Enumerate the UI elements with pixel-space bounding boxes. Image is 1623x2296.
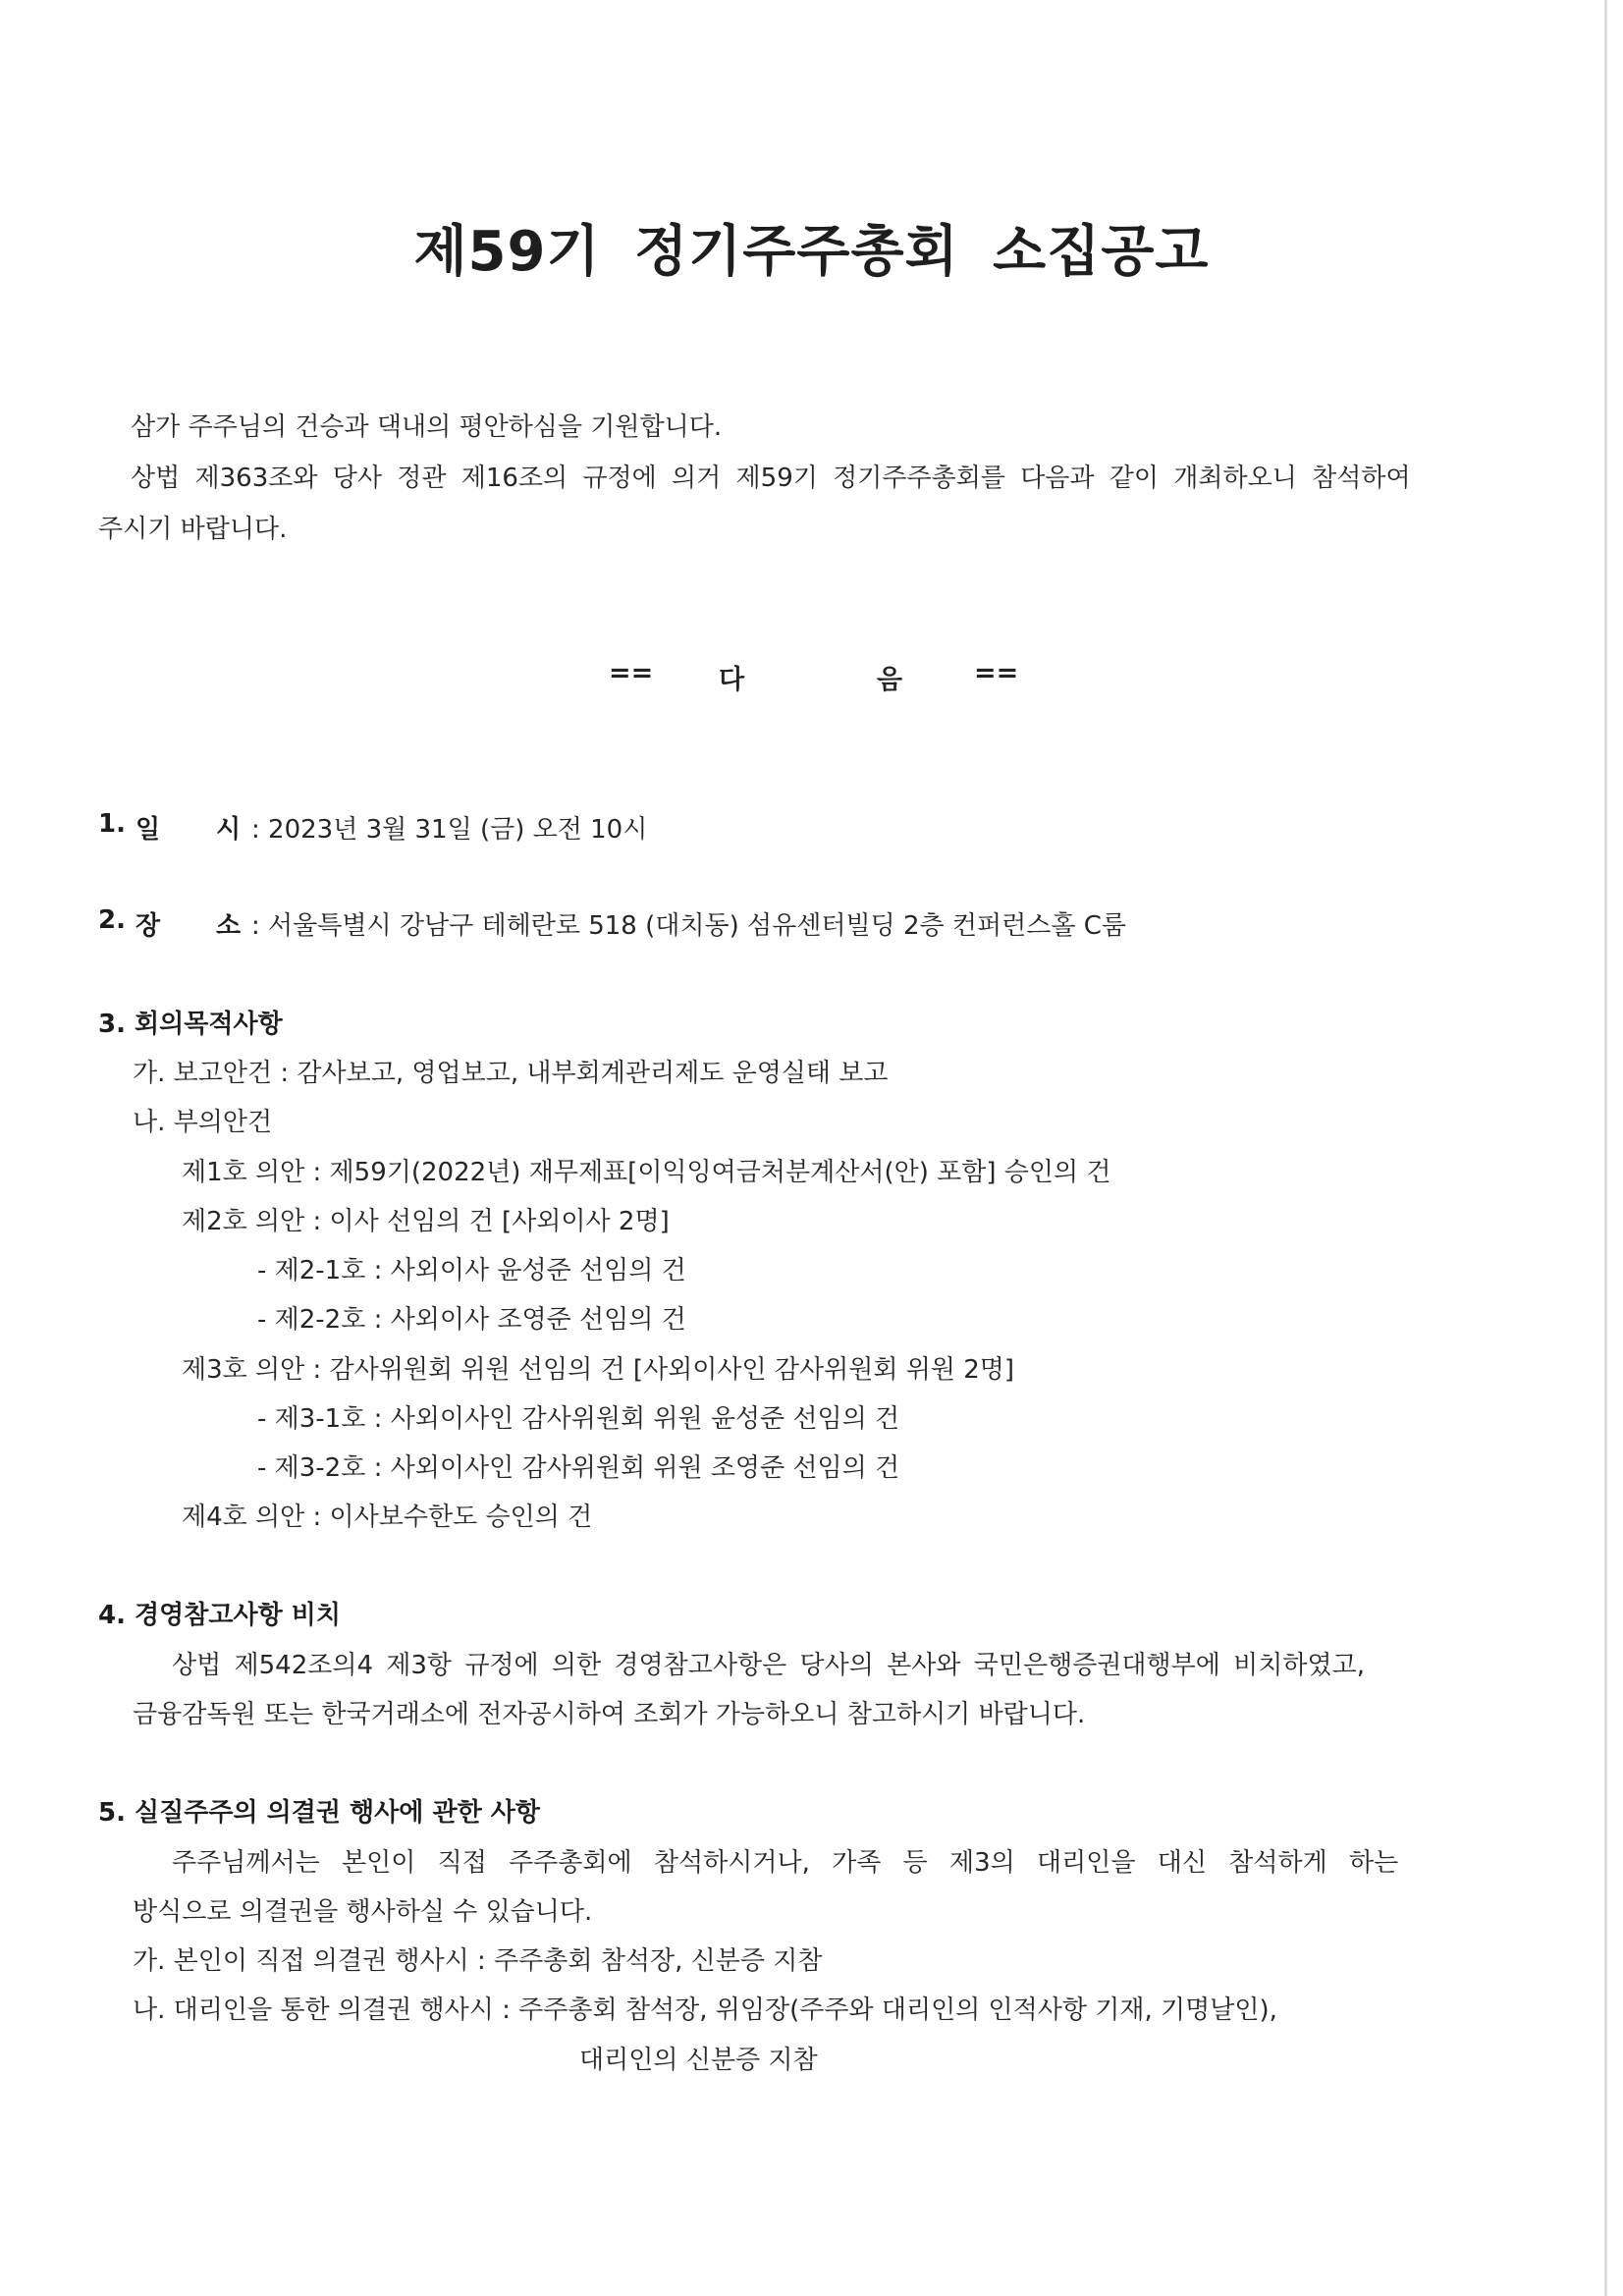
- item5-heading: 5. 실질주주의 의결권 행사에 관한 사항: [98, 1798, 540, 1828]
- intro-line-1: 삼가 주주님의 건승과 댁내의 평안하심을 기원합니다.: [131, 412, 723, 442]
- item2-value: : 서울특별시 강남구 테헤란로 518 (대치동) 섬유센터빌딩 2층 컨퍼런스홀 C룸: [251, 911, 1126, 941]
- dagum-char-2: 음: [877, 665, 903, 695]
- item5-option-a: 가. 본인이 직접 의결권 행사시 : 주주총회 참석장, 신분증 지참: [133, 1946, 823, 1976]
- dagum-right-mark: ==: [974, 658, 1019, 688]
- item5-paragraph-line-2: 방식으로 의결권을 행사하실 수 있습니다.: [133, 1897, 593, 1927]
- item3-heading: 3. 회의목적사항: [98, 1010, 283, 1039]
- agenda-item: 제2호 의안 : 이사 선임의 건 [사외이사 2명]: [182, 1207, 670, 1236]
- dagum-left-mark: ==: [609, 658, 654, 688]
- item1-label-char-1: 일: [135, 815, 161, 845]
- item5-option-b: 나. 대리인을 통한 의결권 행사시 : 주주총회 참석장, 위임장(주주와 대리인의 인적사항 기재, 기명날인),: [133, 1995, 1277, 2025]
- item2-number: 2.: [98, 905, 126, 935]
- item1-label-char-2: 시: [216, 815, 242, 845]
- agenda-item: 제1호 의안 : 제59기(2022년) 재무제표[이익잉여금처분계산서(안) 포함] 승인의 건: [182, 1158, 1111, 1187]
- dagum-char-1: 다: [719, 665, 745, 695]
- agenda-sub-item: - 제3-1호 : 사외이사인 감사위원회 위원 윤성준 선임의 건: [257, 1404, 900, 1434]
- item4-paragraph-line-1: 상법 제542조의4 제3항 규정에 의한 경영참고사항은 당사의 본사와 국민은행증권대행부에 비치하였고,: [172, 1651, 1365, 1680]
- intro-line-2: 상법 제363조와 당사 정관 제16조의 규정에 의거 제59기 정기주주총회를 다음과 같이 개최하오니 참석하여: [131, 464, 1411, 493]
- agenda-sub-item: - 제2-2호 : 사외이사 조영준 선임의 건: [257, 1305, 686, 1335]
- intro-line-3: 주시기 바랍니다.: [98, 515, 288, 544]
- item5-paragraph-line-1: 주주님께서는 본인이 직접 주주총회에 참석하시거나, 가족 등 제3의 대리인을 대신 참석하게 하는: [172, 1848, 1399, 1878]
- item4-heading: 4. 경영참고사항 비치: [98, 1601, 341, 1630]
- item2-label-char-2: 소: [216, 911, 242, 941]
- item5-option-b-continued: 대리인의 신분증 지참: [579, 2046, 818, 2075]
- agenda-sub-item: - 제2-1호 : 사외이사 윤성준 선임의 건: [257, 1256, 686, 1285]
- item1-value: : 2023년 3월 31일 (금) 오전 10시: [251, 815, 648, 845]
- scan-edge-line: [1604, 0, 1607, 2296]
- item3-report: 가. 보고안건 : 감사보고, 영업보고, 내부회계관리제도 운영실태 보고: [133, 1059, 889, 1088]
- agenda-sub-item: - 제3-2호 : 사외이사인 감사위원회 위원 조영준 선임의 건: [257, 1453, 900, 1483]
- item2-label-char-1: 장: [135, 911, 161, 941]
- agenda-item: 제3호 의안 : 감사위원회 위원 선임의 건 [사외이사인 감사위원회 위원 2명]: [182, 1355, 1015, 1385]
- item4-paragraph-line-2: 금융감독원 또는 한국거래소에 전자공시하여 조회가 가능하오니 참고하시기 바랍니다.: [133, 1700, 1086, 1729]
- item1-number: 1.: [98, 809, 126, 839]
- agenda-item: 제4호 의안 : 이사보수한도 승인의 건: [182, 1503, 593, 1532]
- page-title: 제59기 정기주주총회 소집공고: [413, 220, 1210, 284]
- item3-resolution: 나. 부의안건: [133, 1108, 273, 1137]
